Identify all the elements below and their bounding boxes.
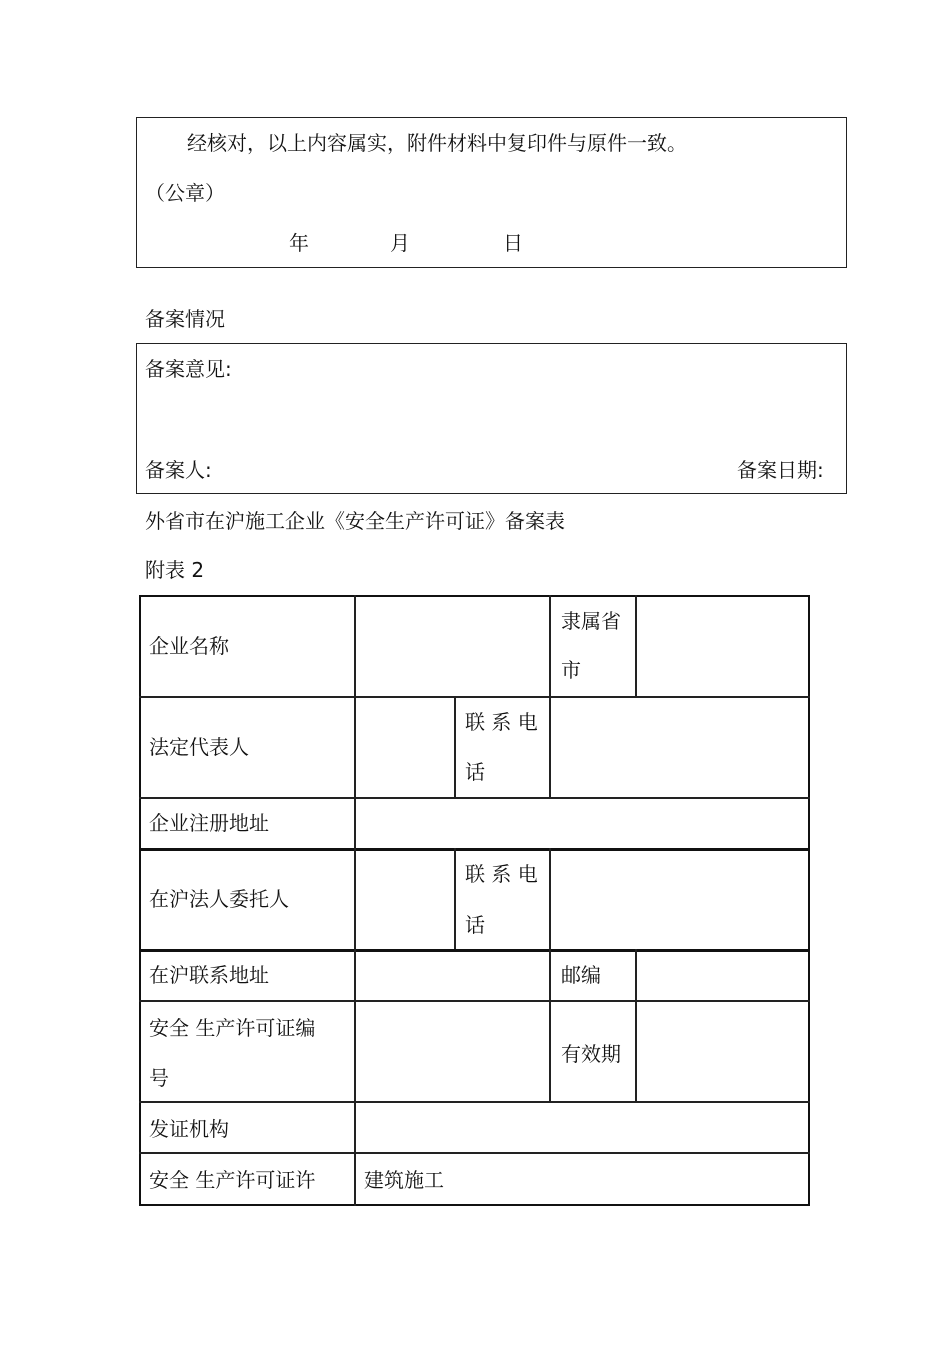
- filing-opinion-label: 备案意见:: [145, 357, 232, 381]
- label-validity: 有效期: [561, 1042, 621, 1066]
- date-day-label: 日: [503, 231, 523, 255]
- official-seal-label: （公章）: [145, 181, 225, 205]
- label-company-name: 企业名称: [149, 634, 229, 658]
- row-line: [139, 1152, 810, 1154]
- label-phone-line1: 联 系 电: [465, 710, 538, 734]
- row-line: [139, 1000, 810, 1002]
- verification-statement: 经核对，以上内容属实，附件材料中复印件与原件一致。: [187, 131, 687, 155]
- col-line: [635, 949, 637, 1000]
- label-legal-representative: 法定代表人: [149, 735, 249, 759]
- filing-section-title: 备案情况: [145, 307, 225, 331]
- form-title: 外省市在沪施工企业《安全生产许可证》备案表: [145, 509, 565, 533]
- date-month-label: 月: [390, 231, 410, 255]
- col-line: [549, 696, 551, 797]
- filing-date-label: 备案日期:: [737, 458, 824, 482]
- label-province-line2: 市: [561, 658, 581, 682]
- row-line: [139, 797, 810, 799]
- label-postcode: 邮编: [561, 963, 601, 987]
- col-line: [549, 1000, 551, 1101]
- label-phone-line2: 话: [465, 760, 485, 784]
- appendix-label: 附表 2: [145, 558, 205, 582]
- label-agent-phone-line1: 联 系 电: [465, 862, 538, 886]
- value-license-scope: 建筑施工: [364, 1168, 444, 1192]
- label-shanghai-agent: 在沪法人委托人: [149, 887, 289, 911]
- row-line: [139, 696, 810, 698]
- row-line: [139, 949, 810, 952]
- col-line: [549, 949, 551, 1000]
- label-license-number-line1: 安全 生产许可证编: [149, 1016, 316, 1040]
- col-line: [549, 595, 551, 696]
- label-license-number-line2: 号: [149, 1066, 169, 1090]
- col-line: [635, 1000, 637, 1101]
- row-line: [139, 1101, 810, 1103]
- label-license-scope: 安全 生产许可证许: [149, 1168, 316, 1192]
- date-year-label: 年: [289, 231, 309, 255]
- col-line: [454, 848, 456, 949]
- label-province-line1: 隶属省: [561, 609, 621, 633]
- row-line: [139, 848, 810, 851]
- label-issuing-authority: 发证机构: [149, 1117, 229, 1141]
- col-line: [549, 848, 551, 949]
- label-registered-address: 企业注册地址: [149, 811, 269, 835]
- col-line: [635, 595, 637, 696]
- label-shanghai-address: 在沪联系地址: [149, 963, 269, 987]
- col-line: [354, 595, 356, 1206]
- label-agent-phone-line2: 话: [465, 913, 485, 937]
- col-line: [454, 696, 456, 797]
- filing-person-label: 备案人:: [145, 458, 212, 482]
